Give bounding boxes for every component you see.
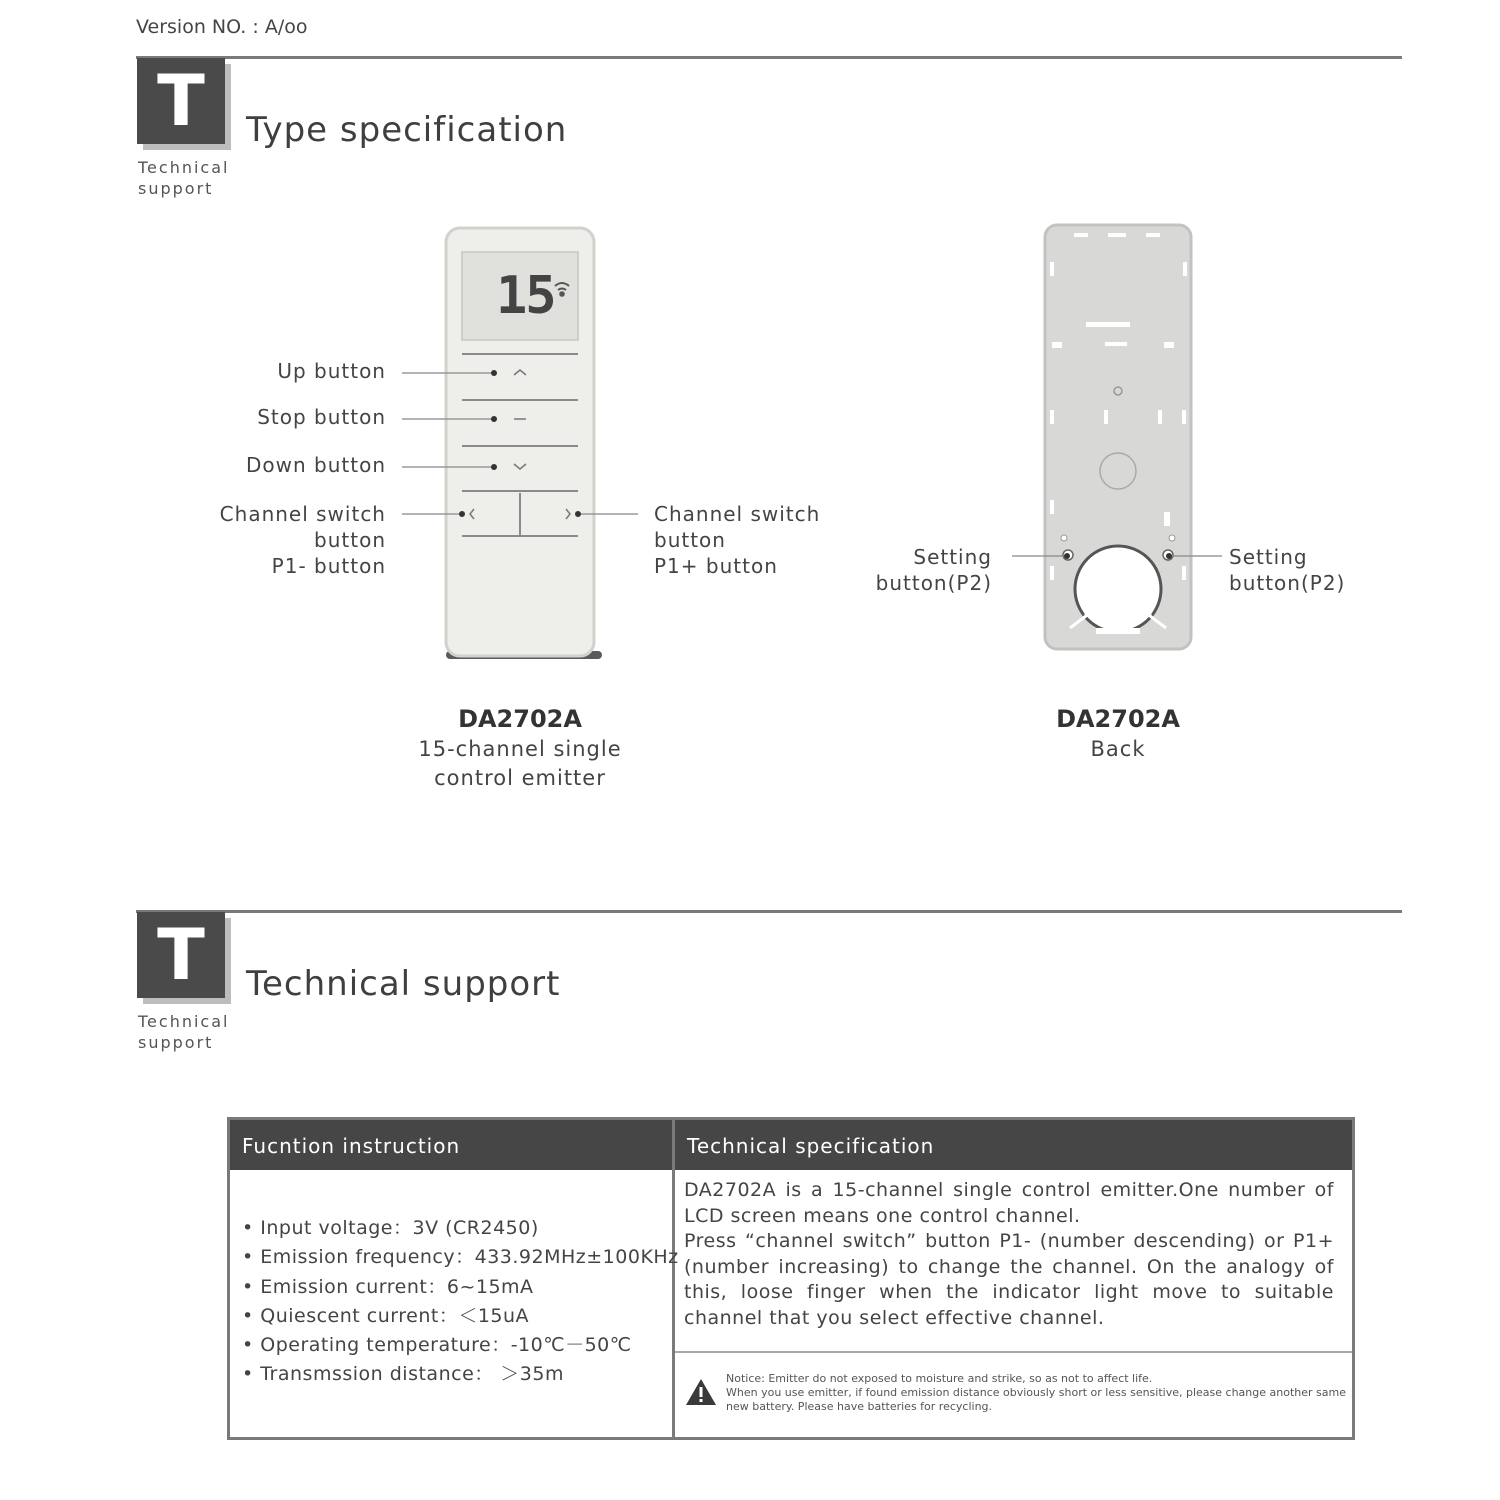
label-down-button: Down button — [246, 453, 386, 477]
warning-icon — [685, 1378, 717, 1406]
table-row-divider — [675, 1351, 1352, 1353]
callout-dot-stop — [491, 416, 497, 422]
label-line: button — [314, 528, 386, 552]
label-p1-plus — [654, 501, 854, 579]
version-number: Version NO. : A/oo — [136, 16, 308, 38]
notice-text — [726, 1372, 1346, 1414]
notice-line: When you use emitter, if found emission distance obviously short or less sensitive, please change another same new battery. Please have batteries for recycling. — [726, 1386, 1346, 1413]
table-header-spec: Technical specification — [675, 1120, 1352, 1170]
back-model-name: DA2702A — [1056, 705, 1180, 733]
list-item: • Operating temperature：-10℃－50℃ — [242, 1334, 632, 1357]
label-line: button(P2) — [1229, 571, 1346, 595]
label-line: button(P2) — [875, 571, 992, 595]
section-title-tech-support: Technical support — [246, 964, 561, 1004]
badge-caption-line1: Technical — [138, 158, 230, 177]
back-latch-bottom — [1096, 628, 1140, 634]
label-line: P1- button — [271, 554, 386, 578]
front-model-name: DA2702A — [458, 705, 582, 733]
spec-paragraph: DA2702A is a 15-channel single control emitter.One number of LCD screen means one control channel. — [684, 1179, 1334, 1227]
list-item: • Quiescent current：＜15uA — [242, 1304, 530, 1327]
callout-dot-up — [491, 370, 497, 376]
callout-dot-p1-minus — [459, 511, 465, 517]
front-model-desc — [360, 735, 680, 793]
back-model-desc: Back — [1090, 737, 1146, 761]
label-p1-minus — [186, 501, 386, 579]
function-list — [242, 1214, 679, 1390]
label-line: Setting — [913, 545, 992, 569]
desc-line: 15-channel single — [418, 737, 622, 761]
label-up-button: Up button — [277, 359, 386, 383]
battery-cover — [1075, 546, 1161, 632]
desc-line: control emitter — [434, 766, 606, 790]
badge-caption-line1: Technical — [138, 1012, 230, 1031]
list-item: • Emission current：6~15mA — [242, 1275, 534, 1298]
callout-dot-p1-plus — [575, 511, 581, 517]
badge-caption — [138, 1011, 258, 1053]
pin-hole — [1169, 535, 1175, 541]
spec-description — [684, 1178, 1334, 1331]
label-line: P1+ button — [654, 554, 778, 578]
label-stop-button: Stop button — [257, 405, 386, 429]
pin-hole — [1061, 535, 1067, 541]
callout-dot-down — [491, 464, 497, 470]
list-item: • Emission frequency：433.92MHz±100KHz — [242, 1246, 679, 1269]
badge-caption-line2: support — [138, 1033, 214, 1052]
label-line: button — [654, 528, 726, 552]
spec-table — [227, 1117, 1355, 1440]
badge-caption-line2: support — [138, 179, 214, 198]
notice-line: Notice: Emitter do not exposed to moisture and strike, so as not to affect life. — [726, 1372, 1153, 1385]
section-title-type-spec: Type specification — [246, 110, 568, 150]
list-item: • Input voltage：3V (CR2450) — [242, 1217, 539, 1239]
list-item: • Transmssion distance： ＞35m — [242, 1363, 564, 1386]
label-line: Channel switch — [219, 502, 386, 526]
label-setting-right — [1229, 544, 1379, 596]
label-line: Setting — [1229, 545, 1308, 569]
callout-dot-p2-right — [1166, 553, 1172, 559]
lcd-channel-number: 15 — [496, 266, 555, 326]
label-setting-left — [842, 544, 992, 596]
t-badge: T — [137, 58, 225, 144]
t-badge: T — [137, 912, 225, 998]
table-header-function: Fucntion instruction — [230, 1120, 672, 1170]
spec-paragraph: Press “channel switch” button P1- (number descending) or P1+ (number increasing) to change the channel. On the analogy of this, loose finger when the indicator light move to suitable channel that you select effective channel. — [684, 1230, 1334, 1329]
section-divider — [136, 910, 1402, 913]
label-line: Channel switch — [654, 502, 821, 526]
callout-dot-p2-left — [1064, 553, 1070, 559]
